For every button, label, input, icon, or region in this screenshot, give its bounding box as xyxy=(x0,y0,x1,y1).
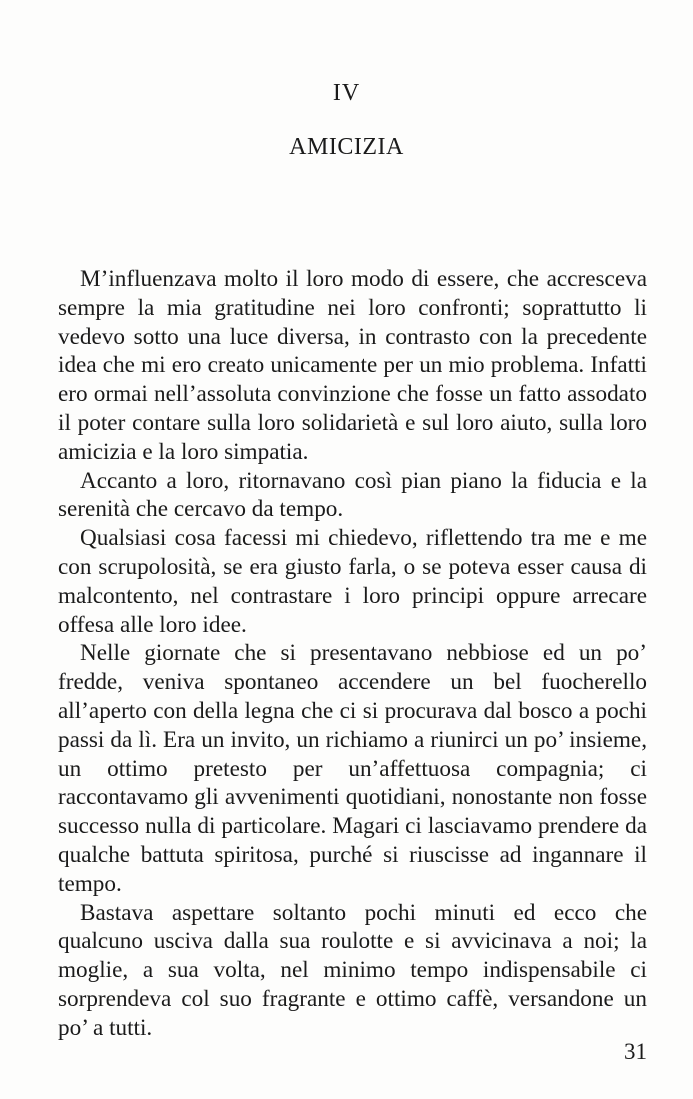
chapter-title: AMICIZIA xyxy=(289,134,404,160)
paragraph: Qualsiasi cosa facessi mi chiedevo, riflettendo tra me e me con scrupolosità, se era giusto farla, o se poteva esser causa di malcontento, nel contrastare i loro principi oppure arrecare offesa alle loro idee. xyxy=(58,525,647,638)
page-number: 31 xyxy=(624,1039,647,1064)
paragraph: M’influenzava molto il loro modo di essere, che accresceva sempre la mia gratitudine nei loro confronti; soprattutto li vedevo sotto una luce diversa, in contrasto con la precedente idea che mi ero creato unicamente per un mio problema. Infatti ero ormai nell’assoluta convinzione che fosse un fatto assodato il poter contare sulla loro solidarietà e sul loro aiuto, sulla loro amicizia e la loro simpatia. xyxy=(58,266,647,465)
paragraph: Bastava aspettare soltanto pochi minuti ed ecco che qualcuno usciva dalla sua roulotte e si avvicinava a noi; la moglie, a sua volta, nel minimo tempo indispensabile ci sorprendeva col suo fragrante e ottimo caffè, versandone un po’ a tutti. xyxy=(58,899,647,1041)
chapter-body xyxy=(58,265,647,1043)
paragraph: Nelle giornate che si presentavano nebbiose ed un po’ fredde, veniva spontaneo accendere un bel fuocherello all’aperto con della legna che ci si procurava dal bosco a pochi passi da lì. Era un invito, un richiamo a riunirci un po’ insieme, un ottimo pretesto per un’affettuosa compagnia; ci raccontavamo gli avvenimenti quotidiani, nonostante non fosse successo nulla di particolare. Magari ci lasciavamo prendere da qualche battuta spiritosa, purché si riuscisse ad ingannare il tempo. xyxy=(58,640,647,897)
chapter-number: IV xyxy=(332,80,361,106)
paragraph: Accanto a loro, ritornavano così pian piano la fiducia e la serenità che cercavo da tempo. xyxy=(58,467,647,523)
